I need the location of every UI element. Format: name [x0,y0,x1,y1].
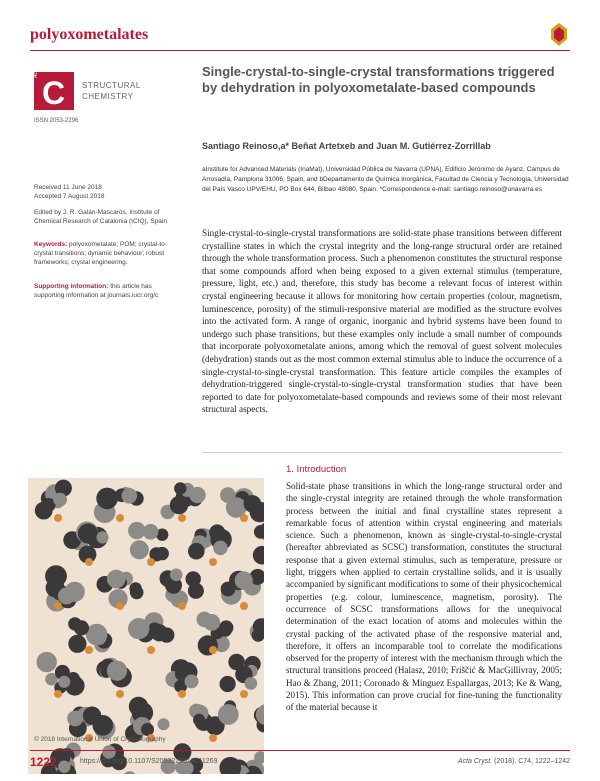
linker-sphere [178,602,186,610]
cluster-sphere [37,652,57,672]
introduction-heading: 1. Introduction [286,464,347,475]
cluster-sphere [158,718,170,730]
cluster-sphere [186,571,201,586]
linker-sphere [85,558,93,566]
cluster-sphere [220,487,236,503]
linker-sphere [178,514,186,522]
accepted-date: Accepted 7 August 2018 [34,193,105,200]
cluster-sphere [74,620,89,635]
cluster-sphere [130,540,149,559]
journal-logo [33,54,74,111]
linker-sphere [240,602,248,610]
supporting-info-block [34,282,174,300]
introduction-text: Solid-state phase transitions in which the long-range structural order and the single-crystal integrity are retained through the whole transformation process between the initial and final crystalline states represent a remarkable focus of attention within crystal engineering and materials science. Such a phenomenon, known as single-crystal-to-single-crystal (hereafter abbreviated as SCSC) transformation, constitutes the structural response that a given external stimulus, such as temperature, pressure or light, triggers when applied to certain crystalline solids, and it is usually accompanied by significant modifications to some of their physicochemical properties (e.g. colour, luminescence, magnetism, porosity). The occurrence of SCSC transformations allows for the unequivocal determination of the exact location of atoms and molecules within the crystal packing of the activated phase of the responsive material and, therefore, it offers an incomparable tool to correlate the modifications observed for the property of interest with the mechanism through which the structural transitions proceed (Halasz, 2010; Friščić & MacGillivray, 2005; Hao & Zhang, 2011; Coronado & Mínguez Espallargas, 2013; Ke & Wang, 2015). This information can prove crucial for fine-tuning the functionality of the material because it [286,481,562,713]
cluster-sphere [96,531,108,543]
supporting-info-label: Supporting information: [34,283,109,290]
cluster-sphere [53,493,67,507]
cluster-sphere [143,524,159,540]
cluster-sphere [58,676,70,688]
cluster-sphere [218,704,239,725]
cluster-sphere [107,570,126,589]
cluster-sphere [148,622,161,635]
abstract: Single-crystal-to-single-crystal transformations are solid-state phase transitions between different crystalline states in which the crystal integrity and the long-range structural order are retained through the whole transformation process. Such a phenomenon constitutes the structural response that some compounds afford when being exposed to a given external stimulus (temperature, pressure, light, etc.) and, therefore, this study has become a relevant focus of interest within crystal engineering because it allows for monitoring how certain properties (colour, magnetism, luminescence, porosity) of the stimuli-responsive material are modified as the structure evolves into the activated form. A range of organic, inorganic and hybrid systems have been found to undergo such phase transitions, but these examples only include a small number of compounds that incorporate polyoxometalate anions, among which the removal of guest solvent molecules (dehydration) stands out as the most common external stimulus able to induce the occurrence of a single-crystal-to-single-crystal transformation. This feature article compiles the examples of dehydration-triggered single-crystal-to-single-crystal transformation studies that have been reported to date for polyoxometalate-based compounds and reviews some of their most relevant structural aspects. [202,228,562,415]
cluster-sphere [122,488,138,504]
linker-sphere [85,646,93,654]
edited-by: Edited by J. R. Galán-Mascarós, Institute of Chemical Research of Catalonia (ICIQ), Spain [34,209,167,225]
supporting-info-link[interactable]: this article has supporting information at journals.iucr.org/c [34,283,159,299]
doi-link[interactable]: https://doi.org/10.1107/S2053229618011269 [80,758,218,765]
linker-sphere [209,734,217,742]
cluster-sphere [83,707,101,725]
issn: ISSN 2053-2296 [34,118,79,124]
cluster-sphere [129,697,148,716]
received-date: Received 11 June 2018 [34,184,102,191]
cluster-sphere [193,714,205,726]
abstract-divider [202,452,562,453]
section-tag: polyoxometalates [30,26,149,43]
crossmark-icon[interactable] [548,22,570,48]
cluster-sphere [189,487,205,503]
crystal-structure-figure [28,478,264,774]
cluster-sphere [141,723,154,736]
cluster-sphere [58,587,75,604]
linker-sphere [147,558,155,566]
cluster-sphere [244,495,262,513]
cluster-sphere [244,677,257,690]
linker-sphere [209,646,217,654]
linker-sphere [240,690,248,698]
linker-sphere [54,602,62,610]
keywords-text: polyoxometalate; POM; crystal-to-crystal transitions; dynamic behaviour; robust frameworks; crystal engineering. [34,241,167,266]
article-title: Single-crystal-to-single-crystal transformations triggered by dehydration in polyoxometalate-based compounds [202,64,555,95]
cluster-sphere [219,757,241,774]
linker-sphere [54,514,62,522]
logo-vertical-text: Acta Cryst [33,54,39,78]
cluster-sphere [253,546,264,565]
journal-name-line2: CHEMISTRY [82,92,134,101]
cluster-sphere [123,771,136,774]
cluster-sphere [102,745,116,759]
article-authors: Santiago Reinoso,a* Beñat Artetxeb and Juan M. Gutiérrez-Zorrillab [202,141,491,151]
linker-sphere [209,558,217,566]
cluster-sphere [92,630,107,645]
citation [458,758,570,765]
logo-letter: C [42,75,66,111]
linker-sphere [147,646,155,654]
cluster-sphere [129,582,141,594]
cluster-sphere [175,745,188,758]
cluster-sphere [107,661,127,681]
linker-sphere [116,690,124,698]
affiliations: aInstitute for Advanced Materials (InaMat), Universidad Pública de Navarra (UPNA), Edificio Jerónimo de Ayanz, Campus de Arrosadía, Pamplona 31006, Spain, and bDepartamento de Química Inorgánica, Facultad de Ciencia y Tecnología, Universidad del País Vasco UPV/EHU, PO Box 644, Bilbao 48080, Spain. *Correspondence e-mail: santiago.reinoso@unavarra.es [202,166,569,193]
journal-abbrev: Acta Cryst. [457,758,493,765]
cluster-sphere [174,482,186,494]
cluster-sphere [235,571,253,589]
linker-sphere [116,602,124,610]
cluster-sphere [220,676,236,692]
keywords-block [34,240,174,267]
cluster-sphere [68,635,86,653]
linker-sphere [54,690,62,698]
cluster-sphere [45,565,67,587]
keywords-label: Keywords: [34,241,68,248]
footer-rule [30,750,570,751]
page-number: 1222 [30,755,57,769]
header-rule [30,50,570,51]
linker-sphere [178,690,186,698]
journal-name-line1: STRUCTURAL [82,81,141,90]
cluster-sphere [203,614,220,631]
linker-sphere [240,514,248,522]
cluster-sphere [128,618,149,639]
cluster-sphere [156,547,169,560]
cluster-sphere [188,543,205,560]
cluster-sphere [128,522,145,539]
cluster-sphere [213,541,228,556]
journal-name [82,80,141,102]
copyright: © 2018 International Union of Crystallography [34,736,166,743]
cluster-sphere [58,761,70,773]
cluster-sphere [78,524,98,544]
linker-sphere [116,514,124,522]
cluster-sphere [185,674,199,688]
cluster-sphere [170,496,188,514]
cluster-sphere [67,711,83,727]
citation-details: (2018). C74, 1222–1242 [492,758,570,765]
cluster-sphere [170,569,183,582]
